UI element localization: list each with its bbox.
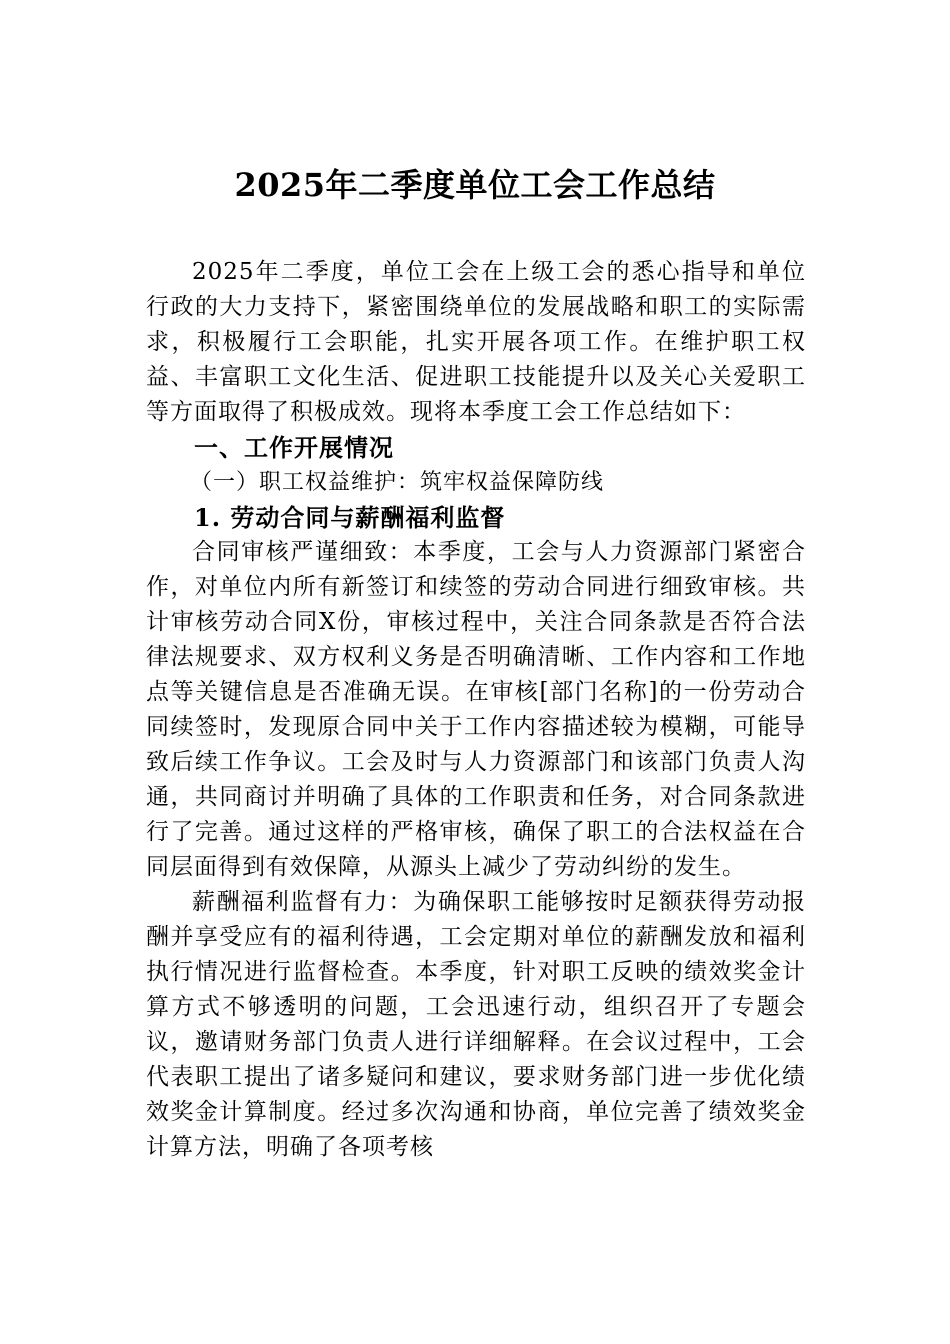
document-title: 2025年二季度单位工会工作总结 [234,166,716,204]
contract-review-paragraph: 合同审核严谨细致：本季度，工会与人力资源部门紧密合作，对单位内所有新签订和续签的劳动合同进行细致审核。共计审核劳动合同X份，审核过程中，关注合同条款是否符合法律法规要求、双方权利义务是否明确清晰、工作内容和工作地点等关键信息是否准确无误。在审核[部门名称]的一份劳动合同续签时，发现原合同中关于工作内容描述较为模糊，可能导致后续工作争议。工会及时与人力资源部门和该部门负责人沟通，共同商讨并明确了具体的工作职责和任务，对合同条款进行了完善。通过这样的严格审核，确保了职工的合法权益在合同层面得到有效保障，从源头上减少了劳动纠纷的发生。 [146,539,806,880]
subsection-heading: （一）职工权益维护：筑牢权益保障防线 [190,470,605,495]
section-heading: 一、工作开展情况 [194,433,394,462]
document-body [146,255,806,1165]
intro-paragraph: 2025年二季度，单位工会在上级工会的悉心指导和单位行政的大力支持下，紧密围绕单位的发展战略和职工的实际需求，积极履行工会职能，扎实开展各项工作。在维护职工权益、丰富职工文化生活、促进职工技能提升以及关心关爱职工等方面取得了积极成效。现将本季度工会工作总结如下： [146,259,806,425]
item-heading: 1. 劳动合同与薪酬福利监督 [194,503,506,532]
salary-supervision-paragraph: 薪酬福利监督有力：为确保职工能够按时足额获得劳动报酬并享受应有的福利待遇，工会定期对单位的薪酬发放和福利执行情况进行监督检查。本季度，针对职工反映的绩效奖金计算方式不够透明的问题，工会迅速行动，组织召开了专题会议，邀请财务部门负责人进行详细解释。在会议过程中，工会代表职工提出了诸多疑问和建议，要求财务部门进一步优化绩效奖金计算制度。经过多次沟通和协商，单位完善了绩效奖金计算方法，明确了各项考核 [146,889,806,1160]
